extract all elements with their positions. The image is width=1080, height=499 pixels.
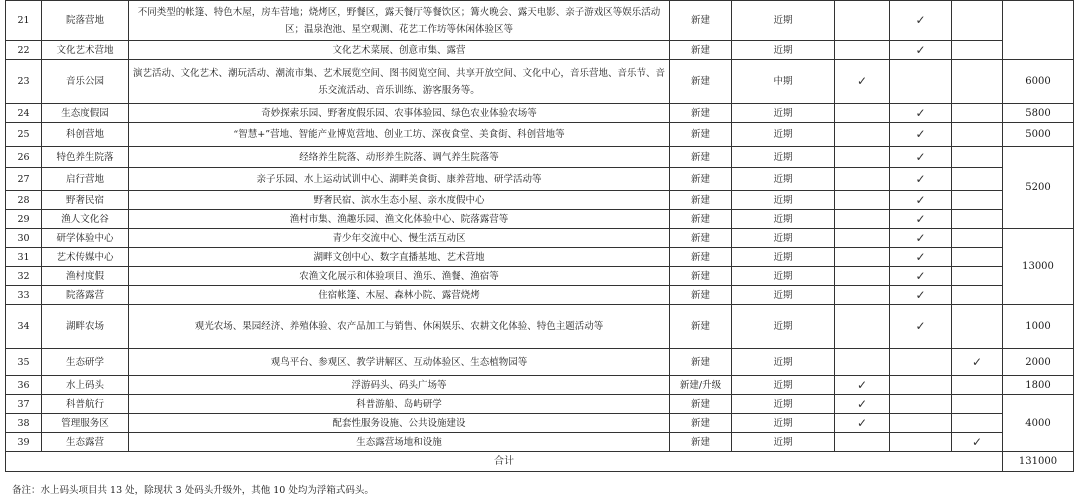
table-row (6, 191, 1074, 210)
table-row (6, 168, 1074, 191)
table-row (6, 210, 1074, 229)
build-period: 近期 (732, 267, 835, 286)
build-period: 近期 (732, 168, 835, 191)
check-cell (952, 395, 1003, 414)
build-type: 新建 (670, 41, 732, 60)
project-content: 野奢民宿、滨水生态小屋、亲水度假中心 (129, 191, 670, 210)
build-type: 新建 (670, 210, 732, 229)
build-type: 新建 (670, 433, 732, 452)
project-name: 湖畔农场 (42, 305, 129, 349)
check-cell: ✓ (835, 376, 890, 395)
check-cell: ✓ (890, 248, 952, 267)
check-cell (835, 104, 890, 123)
project-name: 水上码头 (42, 376, 129, 395)
row-number: 32 (6, 267, 42, 286)
build-type: 新建 (670, 414, 732, 433)
check-cell: ✓ (890, 210, 952, 229)
project-name: 院落营地 (42, 1, 129, 41)
investment-value: 6000 (1003, 60, 1074, 104)
project-name: 生态研学 (42, 349, 129, 376)
project-content: 农渔文化展示和体验项目、渔乐、渔餐、渔宿等 (129, 267, 670, 286)
check-cell (835, 349, 890, 376)
table-row (6, 123, 1074, 147)
build-period: 近期 (732, 229, 835, 248)
total-label: 合计 (6, 452, 1003, 472)
check-cell (952, 104, 1003, 123)
check-cell (835, 433, 890, 452)
table-row (6, 229, 1074, 248)
total-row (6, 452, 1074, 472)
build-type: 新建 (670, 229, 732, 248)
project-name: 野奢民宿 (42, 191, 129, 210)
row-number: 21 (6, 1, 42, 41)
check-cell: ✓ (890, 123, 952, 147)
investment-value: 1800 (1003, 376, 1074, 395)
check-cell (890, 433, 952, 452)
row-number: 39 (6, 433, 42, 452)
build-period: 近期 (732, 1, 835, 41)
project-name: 科普航行 (42, 395, 129, 414)
check-cell (952, 1, 1003, 41)
build-type: 新建 (670, 349, 732, 376)
footnote: 备注：水上码头项目共 13 处，除现状 3 处码头升级外，其他 10 处均为浮箱式码头。 (12, 485, 374, 496)
project-name: 文化艺术营地 (42, 41, 129, 60)
row-number: 37 (6, 395, 42, 414)
build-type: 新建 (670, 123, 732, 147)
check-cell (952, 147, 1003, 168)
build-period: 近期 (732, 104, 835, 123)
project-name: 渔村度假 (42, 267, 129, 286)
table-row (6, 376, 1074, 395)
check-cell (890, 349, 952, 376)
check-cell (952, 286, 1003, 305)
check-cell (952, 41, 1003, 60)
build-type: 新建 (670, 104, 732, 123)
build-type: 新建 (670, 60, 732, 104)
build-type: 新建 (670, 248, 732, 267)
check-cell: ✓ (890, 229, 952, 248)
check-cell (835, 210, 890, 229)
project-name: 音乐公园 (42, 60, 129, 104)
project-content: 湖畔文创中心、数字直播基地、艺术营地 (129, 248, 670, 267)
investment-value: 5000 (1003, 123, 1074, 147)
row-number: 29 (6, 210, 42, 229)
project-name: 院落露营 (42, 286, 129, 305)
build-type: 新建/升级 (670, 376, 732, 395)
build-period: 近期 (732, 395, 835, 414)
project-name: 研学体验中心 (42, 229, 129, 248)
check-cell: ✓ (890, 168, 952, 191)
build-period: 近期 (732, 349, 835, 376)
build-type: 新建 (670, 168, 732, 191)
table-row (6, 267, 1074, 286)
check-cell: ✓ (890, 104, 952, 123)
investment-value: 1000 (1003, 305, 1074, 349)
build-period: 近期 (732, 123, 835, 147)
build-period: 近期 (732, 248, 835, 267)
row-number: 38 (6, 414, 42, 433)
check-cell (835, 191, 890, 210)
table-row (6, 41, 1074, 60)
check-cell (835, 248, 890, 267)
investment-value: 5200 (1003, 147, 1074, 229)
build-type: 新建 (670, 267, 732, 286)
table-row (6, 414, 1074, 433)
table-row (6, 305, 1074, 349)
build-period: 近期 (732, 210, 835, 229)
check-cell (835, 1, 890, 41)
row-number: 27 (6, 168, 42, 191)
check-cell: ✓ (890, 286, 952, 305)
build-type: 新建 (670, 191, 732, 210)
row-number: 30 (6, 229, 42, 248)
row-number: 35 (6, 349, 42, 376)
check-cell: ✓ (890, 305, 952, 349)
table-row (6, 433, 1074, 452)
check-cell (835, 168, 890, 191)
check-cell (835, 123, 890, 147)
project-content: 浮游码头、码头广场等 (129, 376, 670, 395)
check-cell (835, 229, 890, 248)
check-cell (952, 60, 1003, 104)
check-cell: ✓ (952, 433, 1003, 452)
check-cell: ✓ (890, 1, 952, 41)
build-period: 近期 (732, 305, 835, 349)
table-row (6, 1, 1074, 41)
project-name: 科创营地 (42, 123, 129, 147)
check-cell (890, 395, 952, 414)
project-name: 启行营地 (42, 168, 129, 191)
row-number: 26 (6, 147, 42, 168)
check-cell (890, 414, 952, 433)
check-cell (890, 376, 952, 395)
project-name: 渔人文化谷 (42, 210, 129, 229)
project-name: 艺术传媒中心 (42, 248, 129, 267)
project-content: 青少年交流中心、慢生活互动区 (129, 229, 670, 248)
build-period: 近期 (732, 41, 835, 60)
project-content: 观鸟平台、参观区、教学讲解区、互动体验区、生态植物园等 (129, 349, 670, 376)
check-cell (835, 41, 890, 60)
check-cell (952, 248, 1003, 267)
project-content: 生态露营场地和设施 (129, 433, 670, 452)
project-content: 住宿帐篷、木屋、森林小院、露营烧烤 (129, 286, 670, 305)
project-name: 生态度假园 (42, 104, 129, 123)
build-period: 近期 (732, 286, 835, 305)
table-row (6, 147, 1074, 168)
project-content: 科普游船、岛屿研学 (129, 395, 670, 414)
project-table (5, 0, 1074, 472)
build-period: 近期 (732, 376, 835, 395)
project-name: 管理服务区 (42, 414, 129, 433)
project-content: 文化艺术菜展、创意市集、露营 (129, 41, 670, 60)
table-row (6, 60, 1074, 104)
check-cell: ✓ (952, 349, 1003, 376)
project-content: “智慧+”营地、智能产业博览营地、创业工坊、深夜食堂、美食街、科创营地等 (129, 123, 670, 147)
row-number: 31 (6, 248, 42, 267)
check-cell (952, 191, 1003, 210)
build-type: 新建 (670, 395, 732, 414)
check-cell: ✓ (835, 395, 890, 414)
investment-value: 5800 (1003, 104, 1074, 123)
project-name: 生态露营 (42, 433, 129, 452)
table-row (6, 248, 1074, 267)
check-cell (835, 267, 890, 286)
table-row (6, 395, 1074, 414)
check-cell (835, 147, 890, 168)
check-cell: ✓ (835, 414, 890, 433)
project-document (5, 0, 1073, 472)
project-content: 不同类型的帐篷、特色木屋，房车营地；烧烤区，野餐区，露天餐厅等餐饮区；篝火晚会、露天电影、亲子游戏区等娱乐活动区；温泉泡池、星空观测、花艺工作坊等休闲体验区等 (129, 1, 670, 41)
row-number: 24 (6, 104, 42, 123)
build-type: 新建 (670, 147, 732, 168)
row-number: 22 (6, 41, 42, 60)
check-cell: ✓ (890, 147, 952, 168)
build-type: 新建 (670, 305, 732, 349)
project-content: 演艺活动、文化艺术、潮玩活动、潮流市集、艺术展览空间、图书阅览空间、共享开放空间、文化中心，音乐营地、音乐节、音乐交流活动、音乐训练、游客服务等。 (129, 60, 670, 104)
table-row (6, 104, 1074, 123)
investment-cell (1003, 1, 1074, 60)
check-cell (952, 414, 1003, 433)
row-number: 23 (6, 60, 42, 104)
project-content: 配套性服务设施、公共设施建设 (129, 414, 670, 433)
build-period: 近期 (732, 433, 835, 452)
build-period: 中期 (732, 60, 835, 104)
project-content: 亲子乐园、水上运动试训中心、湖畔美食街、康养营地、研学活动等 (129, 168, 670, 191)
check-cell (835, 286, 890, 305)
table-row (6, 286, 1074, 305)
build-period: 近期 (732, 147, 835, 168)
build-period: 近期 (732, 414, 835, 433)
check-cell (952, 267, 1003, 286)
build-period: 近期 (732, 191, 835, 210)
project-content: 奇妙探索乐园、野奢度假乐园、农事体验园、绿色农业体验农场等 (129, 104, 670, 123)
check-cell (952, 210, 1003, 229)
check-cell: ✓ (835, 60, 890, 104)
check-cell (835, 305, 890, 349)
build-type: 新建 (670, 1, 732, 41)
row-number: 36 (6, 376, 42, 395)
row-number: 25 (6, 123, 42, 147)
investment-value: 13000 (1003, 229, 1074, 305)
project-content: 经络养生院落、动形养生院落、调气养生院落等 (129, 147, 670, 168)
check-cell: ✓ (890, 267, 952, 286)
check-cell (952, 305, 1003, 349)
check-cell (952, 229, 1003, 248)
check-cell: ✓ (890, 41, 952, 60)
check-cell: ✓ (890, 191, 952, 210)
investment-value: 4000 (1003, 395, 1074, 452)
check-cell (952, 123, 1003, 147)
row-number: 34 (6, 305, 42, 349)
table-row (6, 349, 1074, 376)
check-cell (952, 376, 1003, 395)
row-number: 33 (6, 286, 42, 305)
investment-value: 2000 (1003, 349, 1074, 376)
build-type: 新建 (670, 286, 732, 305)
row-number: 28 (6, 191, 42, 210)
project-content: 观光农场、果园经济、养殖体验、农产品加工与销售、休闲娱乐、农耕文化体验、特色主题活动等 (129, 305, 670, 349)
project-name: 特色养生院落 (42, 147, 129, 168)
total-value: 131000 (1003, 452, 1074, 472)
check-cell (952, 168, 1003, 191)
project-content: 渔村市集、渔趣乐园、渔文化体验中心、院落露营等 (129, 210, 670, 229)
check-cell (890, 60, 952, 104)
